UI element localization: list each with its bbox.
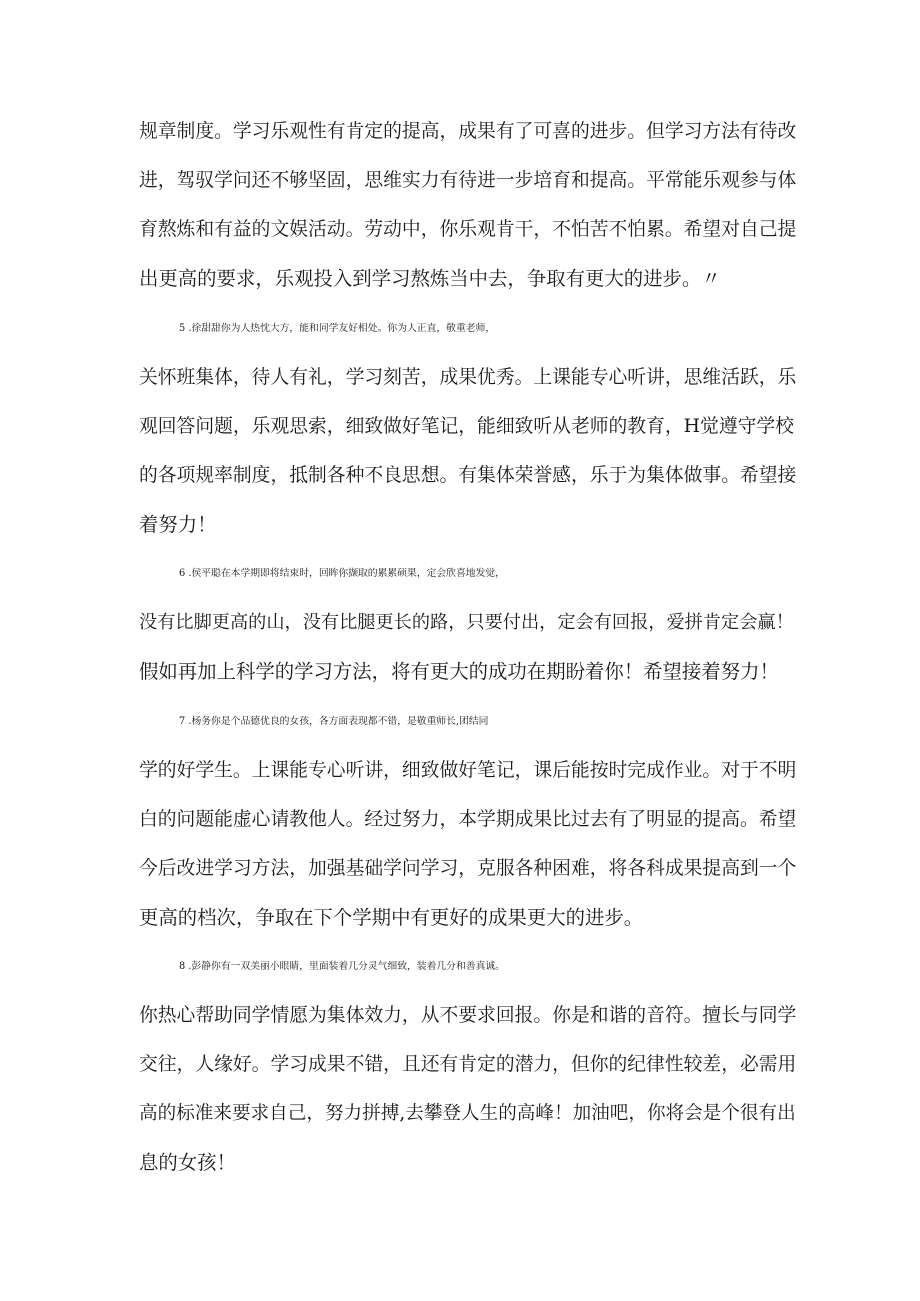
paragraph-5-line-4: 的各项规率制度，抵制各种不良思想。有集体荣誉感，乐于为集体做事。希望接: [139, 465, 797, 486]
paragraph-6-line-2: 没有比脚更高的山，没有比腿更长的路，只要付出，定会有回报，爱拼肯定会赢！: [139, 612, 794, 633]
paragraph-5-line-2: 关怀班集体，待人有礼，学习刻苦，成果优秀。上课能专心听讲，思维活跃，乐: [139, 367, 797, 388]
paragraph-8-line-3: 交往，人缘好。学习成果不错，且还有肯定的潜力，但你的纪律性较差，必需用: [139, 1054, 797, 1075]
paragraph-8-line-5: 息的女孩！: [139, 1151, 236, 1174]
paragraph-7-line-1: 7 .杨务你是个品德优良的女孩，各方面表现都不错，是敬重师长,团结同: [179, 716, 489, 727]
paragraph-6-line-3: 假如再加上科学的学习方法，将有更大的成功在期盼着你！希望接着努力！: [139, 660, 779, 683]
paragraph-7-line-4: 今后改进学习方法，加强基础学问学习，克服各种困难，将各科成果提高到一个: [139, 858, 797, 879]
paragraph-5-line-5: 着努力！: [139, 513, 217, 536]
paragraph-6-line-1: 6 .侯平聪在本学期即将结束时，回眸你撷取的累累硕果，定会欣喜地发觉，: [179, 568, 505, 579]
paragraph-5-line-1: 5 .徐甜甜你为人热忱大方，能和同学友好相处。你为人正直，敬重老师，: [179, 323, 496, 334]
paragraph-4-line-2: 进，驾驭学问还不够坚固，思维实力有待进一步培育和提高。平常能乐观参与体: [139, 170, 797, 191]
paragraph-4-line-4: 出更高的要求，乐观投入到学习熬炼当中去，争取有更大的进步。〃: [139, 267, 721, 290]
paragraph-5-line-3: 观回答问题，乐观思索，细致做好笔记，能细致听从老师的教育，H觉遵守学校: [139, 416, 794, 437]
paragraph-4-line-3: 育熬炼和有益的文娱活动。劳动中，你乐观肯干，不怕苦不怕累。希望对自己提: [139, 219, 797, 240]
paragraph-8-line-1: 8 .彭静你有一双美丽小眼睛，里面装着几分灵气细致，装着几分和善真诚。: [179, 961, 505, 972]
paragraph-8-line-4: 高的标准来要求自己，努力拼搏,去攀登人生的高峰！加油吧，你将会是个很有出: [139, 1103, 796, 1124]
paragraph-8-line-2: 你热心帮助同学情愿为集体效力，从不要求回报。你是和谐的音符。擅长与同学: [139, 1005, 797, 1026]
paragraph-7-line-5: 更高的档次，争取在下个学期中有更好的成果更大的进步。: [139, 906, 644, 929]
paragraph-7-line-3: 白的问题能虚心请教他人。经过努力，本学期成果比过去有了明显的提高。希望: [139, 809, 797, 830]
paragraph-4-line-1: 规章制度。学习乐观性有肯定的提高，成果有了可喜的进步。但学习方法有待改: [139, 121, 797, 142]
paragraph-7-line-2: 学的好学生。上课能专心听讲，细致做好笔记，课后能按时完成作业。对于不明: [139, 760, 797, 781]
